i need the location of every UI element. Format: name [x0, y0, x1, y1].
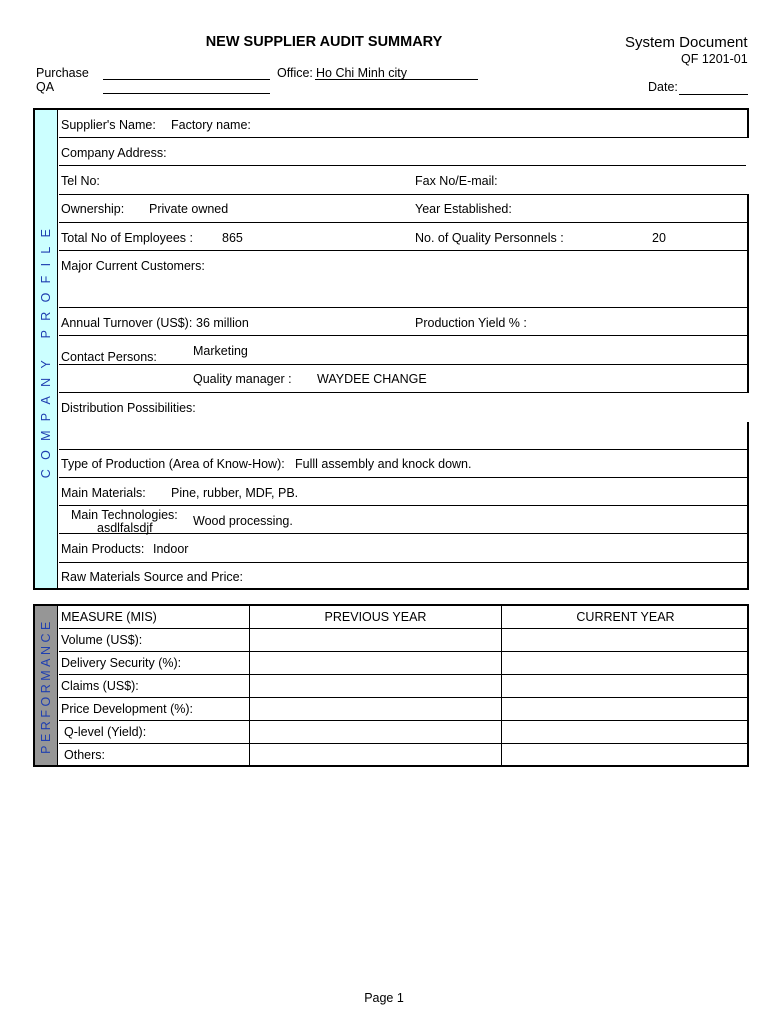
- qa-label: QA: [36, 80, 55, 94]
- performance-section: [33, 604, 749, 767]
- office-value: Ho Chi Minh city: [316, 66, 407, 80]
- others-label: Others:: [64, 748, 105, 762]
- quality-personnel-value: 20: [652, 231, 666, 245]
- raw-materials-label: Raw Materials Source and Price:: [61, 570, 244, 584]
- employees-label: Total No of Employees :: [61, 231, 194, 245]
- main-products-value: Indoor: [153, 542, 189, 556]
- major-customers-label: Major Current Customers:: [61, 259, 205, 273]
- contact-marketing: Marketing: [193, 344, 248, 358]
- price-development-label: Price Development (%):: [61, 702, 193, 716]
- turnover-value: 36 million: [196, 316, 249, 330]
- factory-name-label: Factory name:: [171, 118, 251, 132]
- office-label: Office:: [277, 66, 313, 80]
- production-type-value: Fulll assembly and knock down.: [295, 457, 472, 471]
- distribution-label: Distribution Possibilities:: [61, 401, 196, 415]
- company-profile-sidebar: [35, 110, 58, 588]
- previous-year-header: PREVIOUS YEAR: [324, 610, 427, 624]
- system-document-label: System Document: [625, 34, 748, 51]
- contact-persons-label: Contact Persons:: [61, 350, 157, 364]
- supplier-name-label: Supplier's Name:: [61, 118, 156, 132]
- volume-label: Volume (US$):: [61, 633, 143, 647]
- page-number: Page 1: [364, 991, 404, 1005]
- claims-label: Claims (US$):: [61, 679, 139, 693]
- purchase-label: Purchase: [36, 66, 89, 80]
- production-yield-label: Production Yield % :: [415, 316, 527, 330]
- company-profile-side-label: COMPANY PROFILE: [39, 219, 53, 479]
- ownership-label: Ownership:: [61, 202, 125, 216]
- tel-label: Tel No:: [61, 174, 100, 188]
- office-field[interactable]: [315, 79, 478, 80]
- date-field[interactable]: [679, 94, 748, 95]
- quality-manager-value: WAYDEE CHANGE: [317, 372, 427, 386]
- employees-value: 865: [222, 231, 243, 245]
- company-address-label: Company Address:: [61, 146, 167, 160]
- main-products-label: Main Products:: [61, 542, 145, 556]
- main-technologies-label: Main Technologies:: [71, 508, 178, 522]
- production-type-label: Type of Production (Area of Know-How):: [61, 457, 285, 471]
- measure-header: MEASURE (MIS): [61, 610, 157, 624]
- fax-label: Fax No/E-mail:: [415, 174, 498, 188]
- turnover-label: Annual Turnover (US$):: [61, 316, 193, 330]
- year-established-label: Year Established:: [415, 202, 512, 216]
- purchase-field[interactable]: [103, 79, 270, 80]
- qa-field[interactable]: [103, 93, 270, 94]
- form-title: NEW SUPPLIER AUDIT SUMMARY: [205, 34, 443, 50]
- main-technologies-sub: asdlfalsdjf: [97, 521, 153, 535]
- main-technologies-value: Wood processing.: [193, 514, 293, 528]
- main-materials-value: Pine, rubber, MDF, PB.: [171, 486, 299, 500]
- delivery-security-label: Delivery Security (%):: [61, 656, 182, 670]
- quality-manager-label: Quality manager :: [193, 372, 292, 386]
- quality-personnel-label: No. of Quality Personnels :: [415, 231, 564, 245]
- q-level-label: Q-level (Yield):: [64, 725, 147, 739]
- date-label: Date:: [648, 80, 678, 94]
- ownership-value: Private owned: [149, 202, 229, 216]
- current-year-header: CURRENT YEAR: [576, 610, 675, 624]
- performance-sidebar: [35, 606, 58, 765]
- performance-side-label: PERFORMANCE: [39, 617, 53, 754]
- company-profile-section: [33, 108, 749, 590]
- main-materials-label: Main Materials:: [61, 486, 146, 500]
- document-number: QF 1201-01: [681, 52, 748, 66]
